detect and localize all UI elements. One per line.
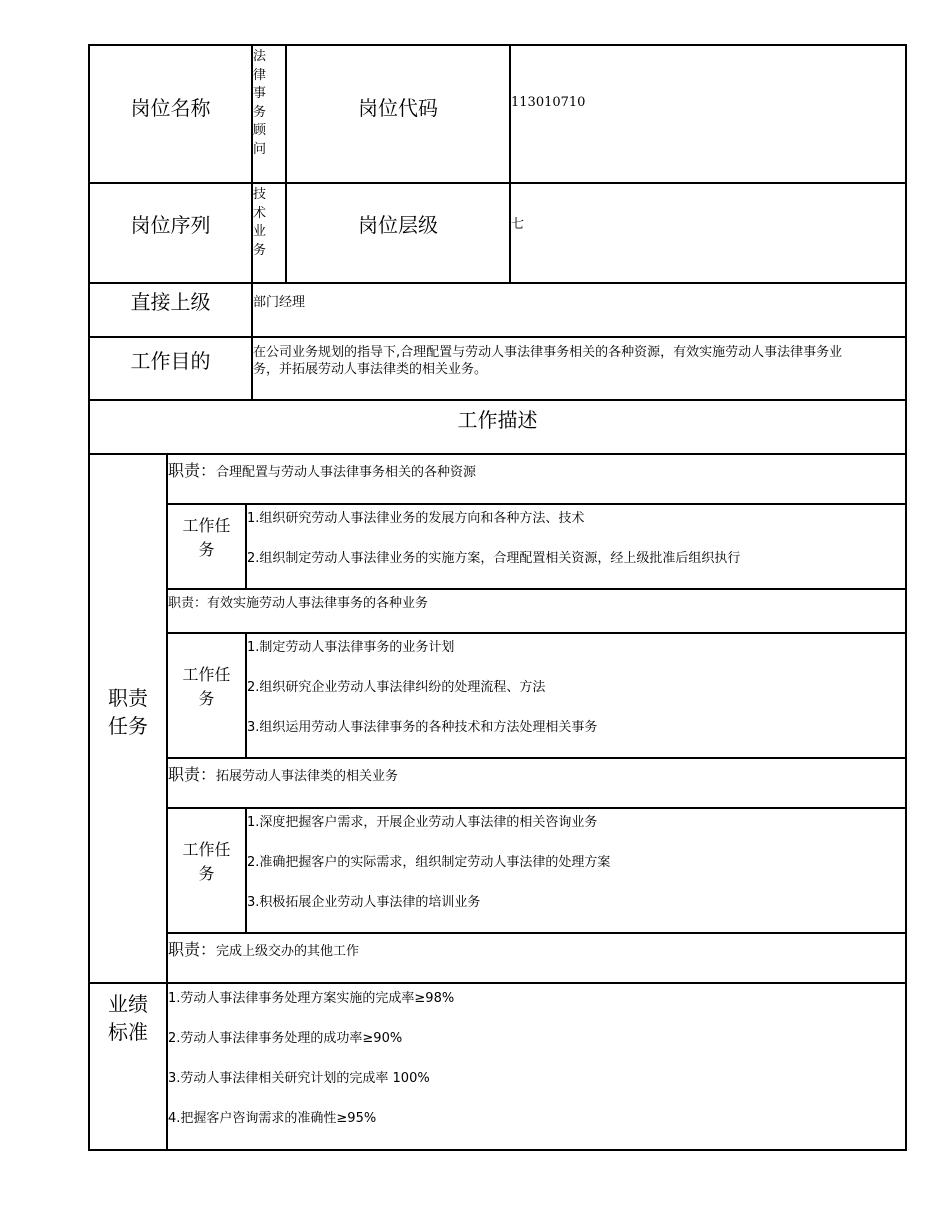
duty-prefix: 职责： [168, 940, 217, 959]
position-level-value: 七 [511, 217, 525, 232]
col-divider [509, 44, 511, 284]
task-label-line-2: 务 [198, 689, 215, 708]
row-divider [166, 757, 907, 759]
performance-item: 3.劳动人事法律相关研究计划的完成率 100% [168, 1071, 430, 1086]
duty-row [168, 762, 398, 785]
task-label-line-1: 工作任 [182, 840, 231, 859]
task-item: 1.制定劳动人事法律事务的业务计划 [247, 640, 455, 655]
duty-prefix: 职责： [168, 461, 217, 480]
task-label-line-2: 务 [198, 540, 215, 559]
row-divider [166, 632, 907, 634]
position-sequence-label: 岗位序列 [130, 213, 211, 237]
position-name-value: 法律事务顾问 [253, 49, 267, 157]
position-sequence-value: 技术业务 [253, 187, 267, 258]
row-divider [166, 588, 907, 590]
performance-item: 2.劳动人事法律事务处理的成功率≥90% [168, 1031, 403, 1046]
position-level-label: 岗位层级 [358, 213, 438, 237]
work-purpose-label: 工作目的 [130, 349, 211, 373]
table-border-top [88, 44, 907, 46]
duty-row [168, 937, 359, 960]
performance-item: 4.把握客户咨询需求的准确性≥95% [168, 1111, 377, 1126]
duty-row [168, 592, 428, 611]
task-item: 1.深度把握客户需求，开展企业劳动人事法律的相关咨询业务 [247, 815, 598, 830]
task-item: 3.积极拓展企业劳动人事法律的培训业务 [247, 895, 481, 910]
work-purpose-line-2: 务，并拓展劳动人事法律类的相关业务。 [253, 362, 488, 377]
row-divider [88, 453, 907, 455]
direct-superior-label: 直接上级 [130, 290, 211, 314]
work-purpose-line-1: 在公司业务规划的指导下,合理配置与劳动人事法律事务相关的各种资源，有效实施劳动人事法律事务业 [253, 345, 843, 360]
task-item: 1.组织研究劳动人事法律业务的发展方向和各种方法、技术 [247, 511, 585, 526]
duty-prefix: 职责： [168, 596, 208, 611]
position-code-label: 岗位代码 [358, 96, 438, 120]
row-divider [88, 282, 907, 284]
row-divider [88, 982, 907, 984]
section-title: 工作描述 [457, 408, 538, 432]
duty-text: 有效实施劳动人事法律事务的各种业务 [207, 596, 429, 611]
row-divider [166, 503, 907, 505]
row-divider [166, 807, 907, 809]
performance-item: 1.劳动人事法律事务处理方案实施的完成率≥98% [168, 991, 455, 1006]
row-divider [166, 932, 907, 934]
direct-superior-value: 部门经理 [253, 295, 306, 310]
task-item: 2.组织研究企业劳动人事法律纠纷的处理流程、方法 [247, 680, 546, 695]
task-item: 2.准确把握客户的实际需求，组织制定劳动人事法律的处理方案 [247, 855, 611, 870]
row-divider [88, 399, 907, 401]
task-item: 2.组织制定劳动人事法律业务的实施方案，合理配置相关资源，经上级批准后组织执行 [247, 551, 741, 566]
duties-label-line-2: 任务 [108, 714, 148, 738]
position-code-value: 113010710 [511, 95, 586, 110]
position-name-label: 岗位名称 [130, 96, 211, 120]
task-label-line-1: 工作任 [182, 665, 231, 684]
table-border-right [905, 44, 907, 1151]
task-label-line-2: 务 [198, 864, 215, 883]
task-label-line-1: 工作任 [182, 516, 231, 535]
duties-label-line-1: 职责 [108, 686, 148, 710]
row-divider [88, 336, 907, 338]
task-item: 3.组织运用劳动人事法律事务的各种技术和方法处理相关事务 [247, 720, 598, 735]
duty-text: 完成上级交办的其他工作 [216, 944, 360, 959]
duty-prefix: 职责： [168, 765, 217, 784]
row-divider [88, 182, 907, 184]
col-divider [285, 44, 287, 284]
table-border-bottom [88, 1149, 907, 1151]
performance-label-line-1: 业绩 [108, 992, 148, 1016]
performance-label-line-2: 标准 [108, 1020, 148, 1044]
duty-row [168, 458, 476, 481]
duty-text: 合理配置与劳动人事法律事务相关的各种资源 [216, 465, 477, 480]
duty-text: 拓展劳动人事法律类的相关业务 [216, 769, 399, 784]
